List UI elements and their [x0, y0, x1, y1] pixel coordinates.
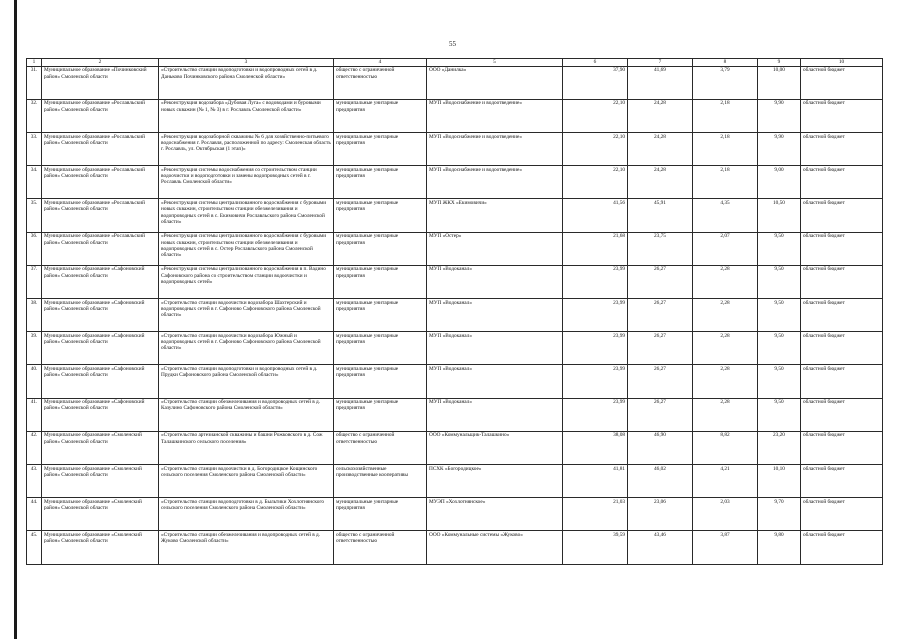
project-name-cell: «Строительство станции водоподготовки в д. Быльтики Хохлотнянского сельского поселения Смоленского района Смоленской области»	[159, 498, 334, 531]
value-col7-cell: 41,69	[628, 66, 693, 99]
funding-source-cell: областной бюджет	[801, 66, 883, 99]
organization-form-cell: муниципальные унитарные предприятия	[334, 265, 427, 298]
value-col6-cell: 37,90	[563, 66, 628, 99]
municipality-cell: Муниципальное образование «Починковский район» Смоленской области	[42, 66, 159, 99]
value-col6-cell: 41,56	[563, 199, 628, 232]
operator-cell: МУЭП «Хохлотнянское»	[427, 498, 563, 531]
value-col9-cell: 9,50	[758, 232, 801, 265]
value-col8-cell: 2,18	[693, 133, 758, 166]
value-col8-cell: 2,28	[693, 299, 758, 332]
value-col8-cell: 3,79	[693, 66, 758, 99]
value-col8-cell: 2,28	[693, 398, 758, 431]
operator-cell: ООО «Коммунальщик-Талашкино»	[427, 431, 563, 464]
value-col8-cell: 2,28	[693, 332, 758, 365]
operator-cell: ПСХК «Богородицкое»	[427, 464, 563, 497]
value-col7-cell: 26,27	[628, 365, 693, 398]
project-name-cell: «Реконструкция водозабора «Дубовая Луга» с водоводами и буровыми новых скважин (№ 1, № 3) в г. Рославль Смоленской области»	[159, 99, 334, 132]
value-col7-cell: 23,75	[628, 232, 693, 265]
table-body	[27, 66, 883, 564]
table-row	[27, 265, 883, 298]
table-row	[27, 133, 883, 166]
operator-cell: МУП «Водоканал»	[427, 398, 563, 431]
municipality-cell: Муниципальное образование «Сафоновский район» Смоленской области	[42, 299, 159, 332]
value-col9-cell: 9,90	[758, 99, 801, 132]
value-col7-cell: 46,90	[628, 431, 693, 464]
project-name-cell: «Строительство станции водоочистки в д. Богородицкое Кощинского сельского поселения Смоленского района Смоленской области»	[159, 464, 334, 497]
funding-source-cell: областной бюджет	[801, 199, 883, 232]
value-col7-cell: 24,28	[628, 99, 693, 132]
table-row	[27, 332, 883, 365]
municipality-cell: Муниципальное образование «Рославльский район» Смоленской области	[42, 166, 159, 199]
header-col-4: 4	[334, 59, 427, 67]
table-row	[27, 199, 883, 232]
funding-source-cell: областной бюджет	[801, 265, 883, 298]
value-col8-cell: 8,82	[693, 431, 758, 464]
funding-source-cell: областной бюджет	[801, 99, 883, 132]
operator-cell: МУП «Водоснабжение и водоотведение»	[427, 166, 563, 199]
value-col7-cell: 24,28	[628, 166, 693, 199]
funding-source-cell: областной бюджет	[801, 299, 883, 332]
value-col6-cell: 23,99	[563, 299, 628, 332]
table-row	[27, 464, 883, 497]
row-number-cell: 33.	[27, 133, 42, 166]
funding-source-cell: областной бюджет	[801, 498, 883, 531]
projects-table	[26, 58, 883, 565]
municipality-cell: Муниципальное образование «Рославльский район» Смоленской области	[42, 232, 159, 265]
row-number-cell: 34.	[27, 166, 42, 199]
value-col6-cell: 41,81	[563, 464, 628, 497]
header-number-row	[27, 59, 883, 67]
value-col6-cell: 22,10	[563, 99, 628, 132]
operator-cell: МУП «Водоканал»	[427, 365, 563, 398]
value-col9-cell: 9,50	[758, 299, 801, 332]
value-col9-cell: 10,50	[758, 199, 801, 232]
funding-source-cell: областной бюджет	[801, 365, 883, 398]
value-col6-cell: 22,10	[563, 166, 628, 199]
value-col7-cell: 24,28	[628, 133, 693, 166]
table-row	[27, 232, 883, 265]
project-name-cell: «Реконструкция системы централизованного водоснабжения с буровыми новых скважин, строительством станции обезжелезивания и водопроводных сетей в с. Екимовичи Рославльского района Смоленской области»	[159, 199, 334, 232]
table-row	[27, 365, 883, 398]
table-row	[27, 531, 883, 564]
funding-source-cell: областной бюджет	[801, 398, 883, 431]
row-number-cell: 38.	[27, 299, 42, 332]
project-name-cell: «Строительство станции водоочистки водозабора Шахтерский и водопроводных сетей в г. Сафоново Сафоновского района Смоленской области»	[159, 299, 334, 332]
value-col9-cell: 23,20	[758, 431, 801, 464]
row-number-cell: 39.	[27, 332, 42, 365]
table-row	[27, 498, 883, 531]
operator-cell: МУП ЖКХ «Екимовичи»	[427, 199, 563, 232]
operator-cell: МУП «Водоканал»	[427, 332, 563, 365]
operator-cell: МУП «Остер»	[427, 232, 563, 265]
project-name-cell: «Строительство станции обезжелезивания и водопроводных сетей в д. Казулино Сафоновского района Смоленской области»	[159, 398, 334, 431]
organization-form-cell: муниципальные унитарные предприятия	[334, 332, 427, 365]
value-col8-cell: 2,18	[693, 99, 758, 132]
project-name-cell: «Реконструкция системы водоснабжения со строительством станции водоочистки и водоподготовки и замены водопроводных сетей в г. Рославль Смоленской области»	[159, 166, 334, 199]
table-header	[27, 59, 883, 67]
row-number-cell: 43.	[27, 464, 42, 497]
row-number-cell: 36.	[27, 232, 42, 265]
value-col7-cell: 26,27	[628, 332, 693, 365]
row-number-cell: 32.	[27, 99, 42, 132]
value-col6-cell: 23,99	[563, 398, 628, 431]
municipality-cell: Муниципальное образование «Сафоновский район» Смоленской области	[42, 365, 159, 398]
header-col-3: 3	[159, 59, 334, 67]
organization-form-cell: сельскохозяйственные производственные кооперативы	[334, 464, 427, 497]
row-number-cell: 40.	[27, 365, 42, 398]
operator-cell: МУП «Водоснабжение и водоотведение»	[427, 133, 563, 166]
value-col7-cell: 26,27	[628, 265, 693, 298]
header-col-6: 6	[563, 59, 628, 67]
value-col9-cell: 10,00	[758, 66, 801, 99]
municipality-cell: Муниципальное образование «Сафоновский район» Смоленской области	[42, 332, 159, 365]
value-col6-cell: 21,03	[563, 498, 628, 531]
project-name-cell: «Строительство станции водоочистки водозабора Южный и водопроводных сетей в г. Сафоново Сафоновского района Смоленской области»	[159, 332, 334, 365]
header-col-9: 9	[758, 59, 801, 67]
header-col-1: 1	[27, 59, 42, 67]
operator-cell: МУП «Водоканал»	[427, 299, 563, 332]
value-col6-cell: 23,99	[563, 365, 628, 398]
funding-source-cell: областной бюджет	[801, 332, 883, 365]
municipality-cell: Муниципальное образование «Сафоновский район» Смоленской области	[42, 265, 159, 298]
table-row	[27, 431, 883, 464]
header-col-5: 5	[427, 59, 563, 67]
value-col9-cell: 9,70	[758, 498, 801, 531]
table-row	[27, 398, 883, 431]
funding-source-cell: областной бюджет	[801, 133, 883, 166]
header-col-2: 2	[42, 59, 159, 67]
organization-form-cell: муниципальные унитарные предприятия	[334, 299, 427, 332]
value-col9-cell: 9,50	[758, 365, 801, 398]
value-col8-cell: 2,28	[693, 365, 758, 398]
municipality-cell: Муниципальное образование «Рославльский район» Смоленской области	[42, 133, 159, 166]
municipality-cell: Муниципальное образование «Рославльский район» Смоленской области	[42, 199, 159, 232]
project-name-cell: «Строительство станции водоподготовки и водопроводных сетей в д. Прудки Сафоновского района Смоленской области»	[159, 365, 334, 398]
value-col7-cell: 43,46	[628, 531, 693, 564]
value-col7-cell: 45,91	[628, 199, 693, 232]
organization-form-cell: общество с ограниченной ответственностью	[334, 431, 427, 464]
organization-form-cell: муниципальные унитарные предприятия	[334, 498, 427, 531]
organization-form-cell: общество с ограниченной ответственностью	[334, 66, 427, 99]
project-name-cell: «Реконструкция системы централизованного водоснабжения с буровыми новых скважин, строительством станции обезжелезивания и водопроводных сетей в с. Остер Рославльского района Смоленской области»	[159, 232, 334, 265]
municipality-cell: Муниципальное образование «Смоленский район» Смоленской области	[42, 498, 159, 531]
project-name-cell: «Реконструкция водозаборной скважины № 6 для хозяйственно-питьевого водоснабжения г. Рославля, расположенной по адресу: Смоленская область г. Рославль, ул. Октябрьская (1 этап)»	[159, 133, 334, 166]
value-col7-cell: 26,27	[628, 299, 693, 332]
row-number-cell: 31.	[27, 66, 42, 99]
header-col-8: 8	[693, 59, 758, 67]
organization-form-cell: муниципальные унитарные предприятия	[334, 398, 427, 431]
row-number-cell: 41.	[27, 398, 42, 431]
funding-source-cell: областной бюджет	[801, 232, 883, 265]
value-col9-cell: 9,50	[758, 265, 801, 298]
value-col8-cell: 4,21	[693, 464, 758, 497]
value-col9-cell: 9,00	[758, 166, 801, 199]
value-col9-cell: 9,80	[758, 531, 801, 564]
value-col6-cell: 23,99	[563, 332, 628, 365]
page-number: 55	[449, 40, 456, 48]
value-col7-cell: 26,27	[628, 398, 693, 431]
organization-form-cell: муниципальные унитарные предприятия	[334, 232, 427, 265]
value-col7-cell: 23,06	[628, 498, 693, 531]
value-col8-cell: 2,18	[693, 166, 758, 199]
operator-cell: ООО «Коммунальные системы «Жуково»	[427, 531, 563, 564]
organization-form-cell: общество с ограниченной ответственностью	[334, 531, 427, 564]
organization-form-cell: муниципальные унитарные предприятия	[334, 199, 427, 232]
value-col6-cell: 21,68	[563, 232, 628, 265]
header-col-10: 10	[801, 59, 883, 67]
value-col6-cell: 23,99	[563, 265, 628, 298]
value-col8-cell: 2,03	[693, 498, 758, 531]
funding-source-cell: областной бюджет	[801, 431, 883, 464]
funding-source-cell: областной бюджет	[801, 531, 883, 564]
table-row	[27, 166, 883, 199]
project-name-cell: «Реконструкция системы централизованного водоснабжения в п. Вадино Сафоновского района со строительством станции водоочистки и водопроводных сетей»	[159, 265, 334, 298]
value-col6-cell: 22,10	[563, 133, 628, 166]
operator-cell: МУП «Водоснабжение и водоотведение»	[427, 99, 563, 132]
municipality-cell: Муниципальное образование «Смоленский район» Смоленской области	[42, 531, 159, 564]
organization-form-cell: муниципальные унитарные предприятия	[334, 166, 427, 199]
value-col9-cell: 9,50	[758, 398, 801, 431]
value-col9-cell: 9,90	[758, 133, 801, 166]
row-number-cell: 37.	[27, 265, 42, 298]
funding-source-cell: областной бюджет	[801, 464, 883, 497]
row-number-cell: 44.	[27, 498, 42, 531]
row-number-cell: 42.	[27, 431, 42, 464]
organization-form-cell: муниципальные унитарные предприятия	[334, 365, 427, 398]
value-col8-cell: 2,28	[693, 265, 758, 298]
municipality-cell: Муниципальное образование «Сафоновский район» Смоленской области	[42, 398, 159, 431]
value-col8-cell: 3,87	[693, 531, 758, 564]
value-col9-cell: 10,10	[758, 464, 801, 497]
page-binding-rule	[14, 0, 17, 639]
organization-form-cell: муниципальные унитарные предприятия	[334, 133, 427, 166]
project-name-cell: «Строительство станции водоподготовки и водопроводных сетей в д. Даньково Починковского района Смоленской области»	[159, 66, 334, 99]
value-col6-cell: 38,08	[563, 431, 628, 464]
project-name-cell: «Строительство станции обезжелезивания и водопроводных сетей в д. Жуково Смоленской области»	[159, 531, 334, 564]
table-row	[27, 66, 883, 99]
municipality-cell: Муниципальное образование «Рославльский район» Смоленской области	[42, 99, 159, 132]
header-col-7: 7	[628, 59, 693, 67]
value-col8-cell: 2,07	[693, 232, 758, 265]
project-name-cell: «Строительство артезианской скважины и башни Рожковского в д. Сож Талашкинского сельского поселения»	[159, 431, 334, 464]
row-number-cell: 35.	[27, 199, 42, 232]
table-row	[27, 299, 883, 332]
value-col7-cell: 46,02	[628, 464, 693, 497]
organization-form-cell: муниципальные унитарные предприятия	[334, 99, 427, 132]
funding-source-cell: областной бюджет	[801, 166, 883, 199]
operator-cell: ООО «Данилка»	[427, 66, 563, 99]
row-number-cell: 45.	[27, 531, 42, 564]
value-col9-cell: 9,50	[758, 332, 801, 365]
municipality-cell: Муниципальное образование «Смоленский район» Смоленской области	[42, 431, 159, 464]
table-row	[27, 99, 883, 132]
municipality-cell: Муниципальное образование «Смоленский район» Смоленской области	[42, 464, 159, 497]
value-col8-cell: 4,35	[693, 199, 758, 232]
value-col6-cell: 39,59	[563, 531, 628, 564]
operator-cell: МУП «Водоканал»	[427, 265, 563, 298]
